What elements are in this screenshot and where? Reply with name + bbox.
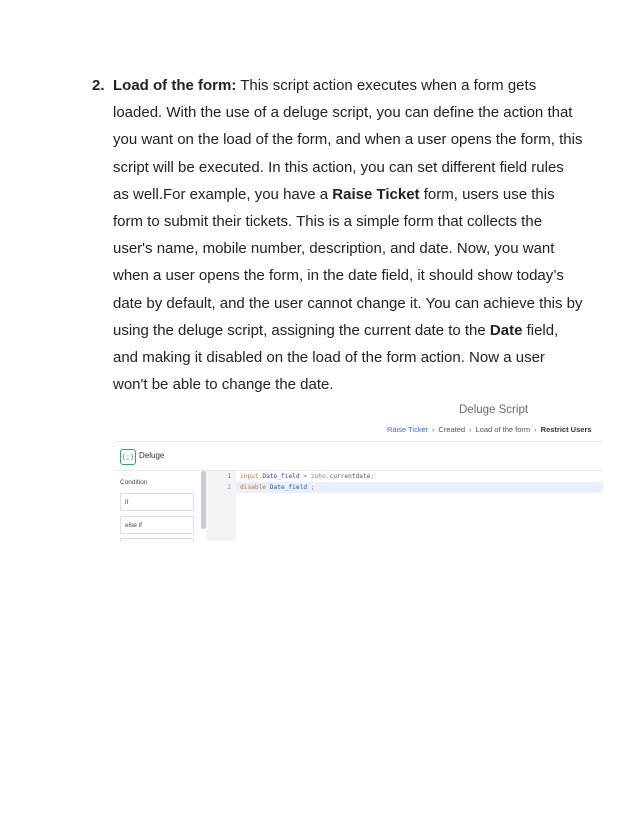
deluge-logo-icon: {;} — [120, 449, 136, 465]
script-title: Deluge Script — [459, 404, 529, 416]
paragraph-text-2: form, users use this form to submit their tickets. This is a simple form that collects the user's name, mobile number, description, and date. Now, you want when a user opens the form, in the date field, it should show today’s date by default, and the user cannot change it. You can achieve this by using the deluge script, assigning the current date to the — [113, 185, 583, 339]
breadcrumb-raise-ticket[interactable]: Raise Ticket — [387, 425, 428, 434]
code-operator: = — [299, 473, 311, 480]
breadcrumb-restrict-users: Restrict Users — [540, 425, 592, 434]
breadcrumb — [387, 425, 592, 434]
panel-label: Deluge — [139, 451, 165, 460]
condition-sidebar — [115, 471, 201, 541]
paragraph — [113, 72, 583, 398]
else-if-button[interactable]: else if — [120, 516, 194, 534]
if-button[interactable]: if — [120, 493, 194, 511]
list-number: 2. — [92, 77, 105, 94]
line-number: 2 — [227, 484, 231, 491]
more-button[interactable] — [120, 538, 194, 542]
code-terminator: ; — [370, 473, 375, 480]
deluge-screenshot — [115, 400, 603, 540]
chevron-right-icon: › — [431, 425, 435, 434]
date-bold: Date — [489, 321, 523, 339]
code-object: zoho — [310, 473, 326, 480]
code-keyword: disable — [240, 484, 267, 491]
editor-panel — [115, 441, 603, 541]
code-terminator: ; — [307, 484, 315, 491]
breadcrumb-load-of-form[interactable]: Load of the form — [475, 425, 531, 434]
code-keyword: input — [240, 473, 259, 480]
code-field: Date_field — [262, 473, 300, 480]
code-line-active[interactable] — [236, 482, 603, 493]
line-number: 1 — [227, 473, 231, 480]
chevron-right-icon: › — [469, 425, 472, 434]
code-field: Date_field — [266, 484, 308, 491]
breadcrumb-created[interactable]: Created — [438, 425, 466, 434]
code-dot: . — [325, 473, 330, 480]
paragraph-text-1: This script action executes when a form gets loaded. With the use of a deluge script, you can define the action that you want on the load of the form, and when a user opens the form, this script will be executed. In this action, you can set different field rules as well.For example, you have a — [113, 77, 583, 203]
code-function: currentdate — [329, 473, 371, 480]
code-dot: . — [258, 473, 263, 480]
item-heading: Load of the form: — [113, 77, 237, 94]
raise-ticket-bold: Raise Ticket — [332, 185, 420, 203]
panel-header — [115, 442, 603, 471]
paragraph-text-3: field, and making it disabled on the load of the form action. Now a user won't be able to change the date. — [113, 321, 559, 394]
code-line[interactable] — [236, 471, 603, 482]
condition-label: Condition — [120, 479, 148, 486]
chevron-right-icon: › — [534, 425, 537, 434]
